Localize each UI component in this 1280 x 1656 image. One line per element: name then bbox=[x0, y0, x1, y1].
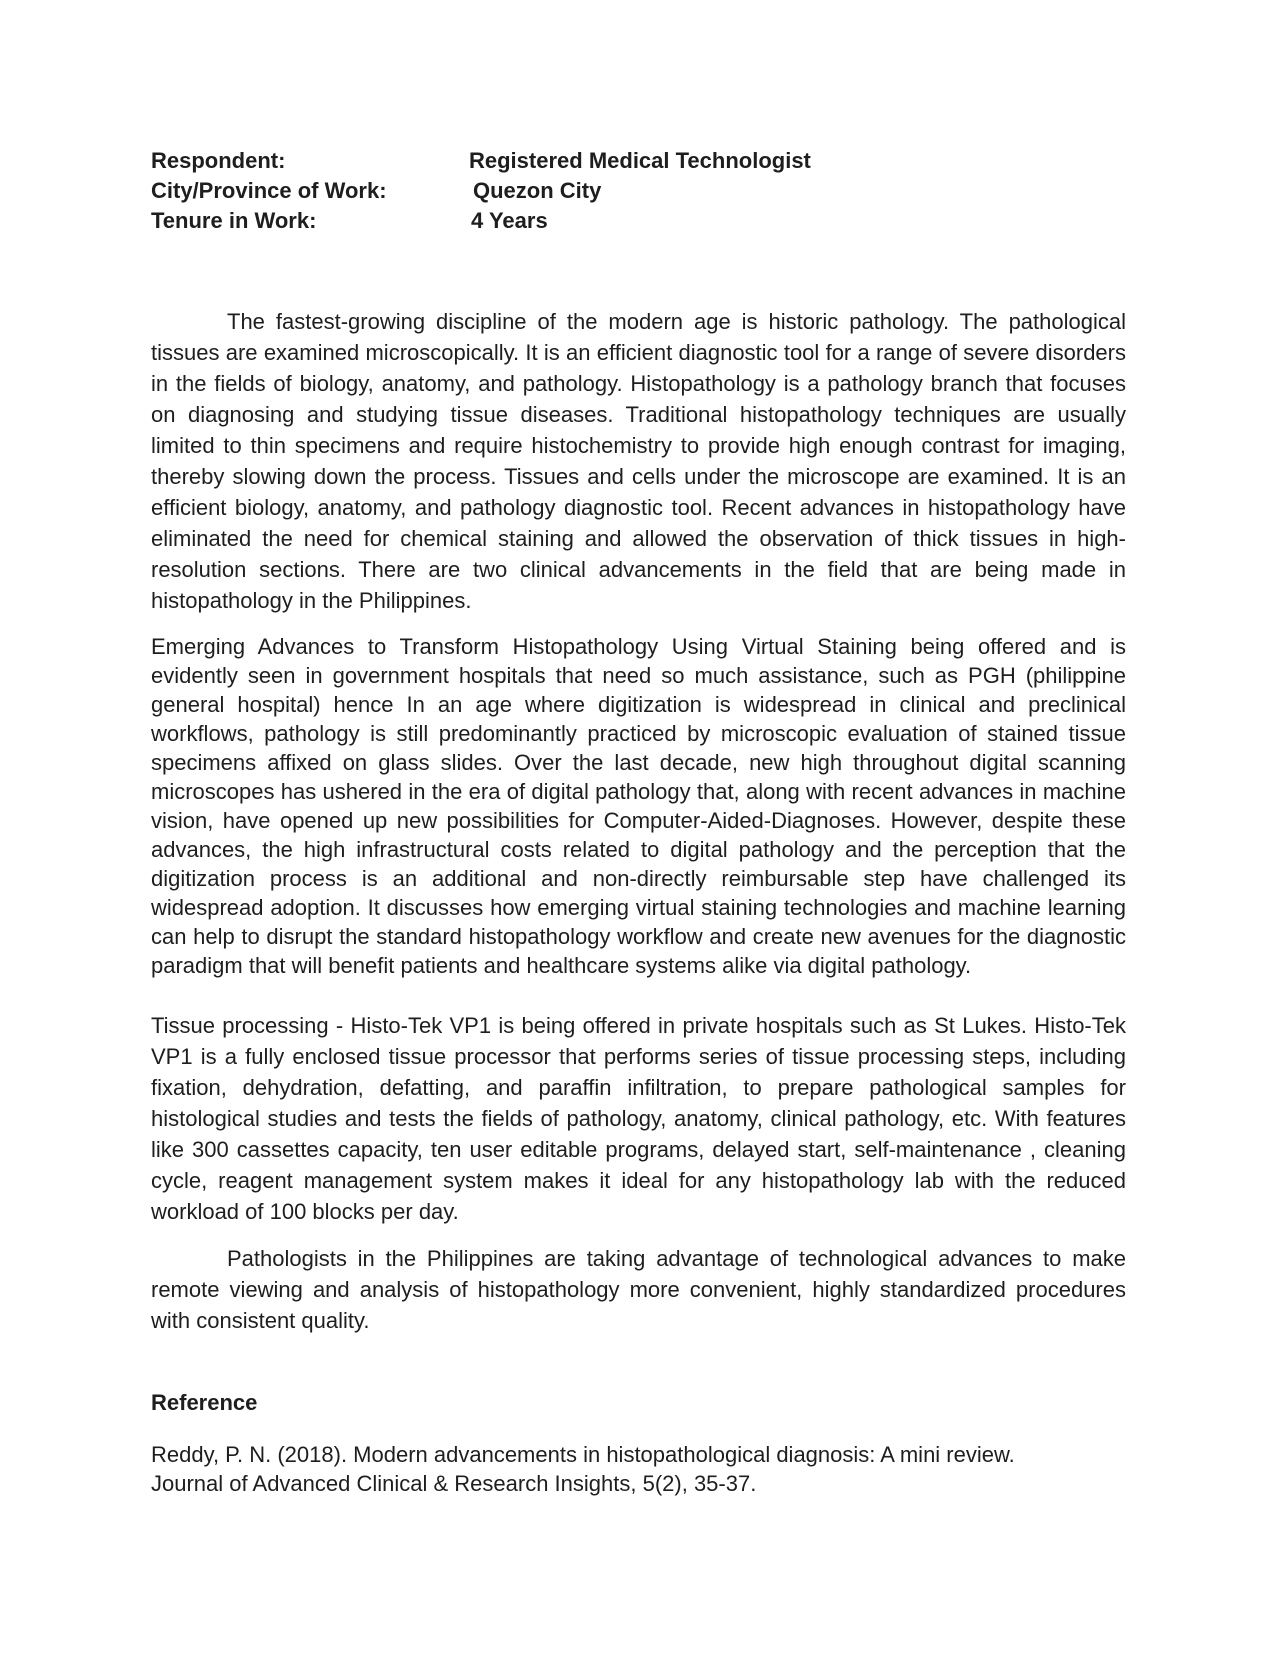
body-paragraph-1: The fastest-growing discipline of the modern age is historic pathology. The pathological tissues are examined microscopically. It is an efficient diagnostic tool for a range of severe disorders in the fields of biology, anatomy, and pathology. Histopathology is a pathology branch that focuses on diagnosing and studying tissue diseases. Traditional histopathology techniques are usually limited to thin specimens and require histochemistry to provide high enough contrast for imaging, thereby slowing down the process. Tissues and cells under the microscope are examined. It is an efficient biology, anatomy, and pathology diagnostic tool. Recent advances in histopathology have eliminated the need for chemical staining and allowed the observation of thick tissues in high-resolution sections. There are two clinical advancements in the field that are being made in histopathology in the Philippines. bbox=[151, 309, 1126, 613]
tenure-row bbox=[151, 206, 1126, 236]
respondent-label: Respondent: bbox=[151, 148, 286, 173]
body-paragraph-4: Pathologists in the Philippines are taking advantage of technological advances to make remote viewing and analysis of histopathology more convenient, highly standardized procedures with consistent quality. bbox=[151, 1246, 1126, 1333]
reference-entry bbox=[151, 1440, 1126, 1498]
reference-heading: Reference bbox=[151, 1390, 258, 1415]
respondent-info bbox=[151, 146, 1126, 236]
city-row bbox=[151, 176, 1126, 206]
respondent-value: Registered Medical Technologist bbox=[469, 148, 811, 173]
respondent-row bbox=[151, 146, 1126, 176]
body-paragraph-3: Tissue processing - Histo-Tek VP1 is being offered in private hospitals such as St Lukes. Histo-Tek VP1 is a fully enclosed tissue processor that performs series of tissue processing steps, including fixation, dehydration, defatting, and paraffin infiltration, to prepare pathological samples for histological studies and tests the fields of pathology, anatomy, clinical pathology, etc. With features like 300 cassettes capacity, ten user editable programs, delayed start, self-maintenance , cleaning cycle, reagent management system makes it ideal for any histopathology lab with the reduced workload of 100 blocks per day. bbox=[151, 1013, 1126, 1224]
reference-line-1: Reddy, P. N. (2018). Modern advancements in histopathological diagnosis: A mini review. bbox=[151, 1442, 1015, 1467]
tenure-label: Tenure in Work: bbox=[151, 208, 317, 233]
city-value: Quezon City bbox=[473, 178, 602, 203]
tenure-value: 4 Years bbox=[471, 208, 548, 233]
reference-line-2: Journal of Advanced Clinical & Research Insights, 5(2), 35-37. bbox=[151, 1471, 757, 1496]
document-page bbox=[151, 146, 1126, 1498]
city-label: City/Province of Work: bbox=[151, 178, 387, 203]
body-paragraph-2: Emerging Advances to Transform Histopathology Using Virtual Staining being offered and is evidently seen in government hospitals that need so much assistance, such as PGH (philippine general hospital) hence In an age where digitization is widespread in clinical and preclinical workflows, pathology is still predominantly practiced by microscopic evaluation of stained tissue specimens affixed on glass slides. Over the last decade, new high throughout digital scanning microscopes has ushered in the era of digital pathology that, along with recent advances in machine vision, have opened up new possibilities for Computer-Aided-Diagnoses. However, despite these advances, the high infrastructural costs related to digital pathology and the perception that the digitization process is an additional and non-directly reimbursable step have challenged its widespread adoption. It discusses how emerging virtual staining technologies and machine learning can help to disrupt the standard histopathology workflow and create new avenues for the diagnostic paradigm that will benefit patients and healthcare systems alike via digital pathology. bbox=[151, 634, 1126, 978]
